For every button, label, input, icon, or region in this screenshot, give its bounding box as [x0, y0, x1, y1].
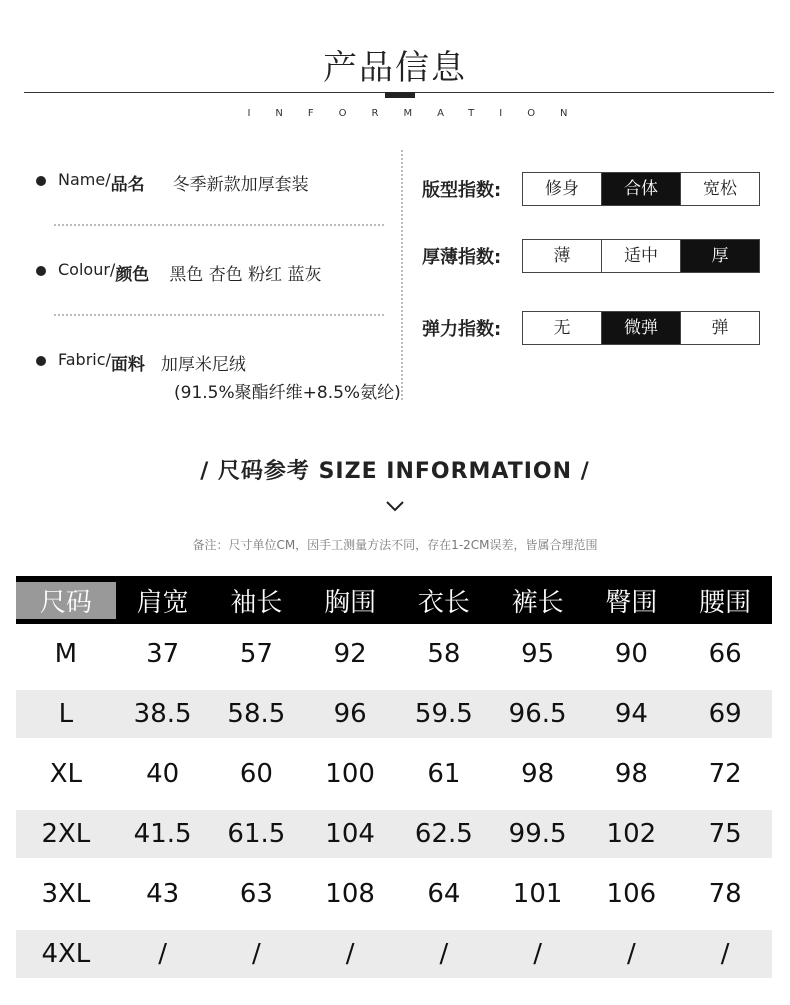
thickness-index-label: 厚薄指数:: [422, 247, 502, 268]
colour-value: 黑色 杏色 粉红 蓝灰: [169, 265, 322, 285]
size-section-title: / 尺码参考 SIZE INFORMATION /: [200, 459, 590, 484]
info-name-row: [36, 170, 309, 195]
size-table: [16, 576, 772, 984]
measurement-cell: 99.5: [508, 819, 567, 849]
measurement-cell: 92: [333, 639, 367, 669]
size-cell: 4XL: [41, 939, 91, 969]
table-row: [16, 744, 772, 804]
bullet-dot-icon: [36, 176, 46, 186]
measurement-cell: 98: [521, 759, 555, 789]
colour-label-en: Colour/: [58, 260, 116, 279]
fit-index-options: [522, 172, 760, 206]
table-row: [16, 810, 772, 858]
fabric-value: 加厚米尼绒: [160, 355, 246, 375]
measurement-cell: 58.5: [227, 699, 286, 729]
measurement-cell: /: [533, 939, 542, 969]
fabric-detail: (91.5%聚酯纤维+8.5%氨纶): [174, 383, 401, 403]
measurement-cell: 66: [708, 639, 742, 669]
fit-index-row: [422, 172, 760, 206]
page-title: 产品信息: [323, 48, 467, 88]
divider-accent: [385, 92, 415, 98]
measurement-cell: 63: [239, 879, 273, 909]
vertical-dotted-divider: [401, 150, 403, 400]
measurement-cell: 108: [325, 879, 375, 909]
measurement-cell: /: [158, 939, 167, 969]
measurement-cell: 104: [325, 819, 375, 849]
measurement-cell: 64: [427, 879, 461, 909]
size-cell: XL: [49, 759, 83, 789]
fabric-label-en: Fabric/: [58, 350, 111, 369]
table-header-cell: 肩宽: [136, 587, 189, 618]
table-header-row: [16, 576, 772, 624]
measurement-cell: 58: [427, 639, 461, 669]
name-label-en: Name/: [58, 170, 111, 189]
info-colour-row: [36, 260, 322, 285]
table-header-cell: 裤长: [511, 587, 564, 618]
measurement-cell: /: [439, 939, 449, 969]
measurement-cell: 72: [708, 759, 742, 789]
measurement-cell: 94: [614, 699, 648, 729]
table-row: [16, 690, 772, 738]
measurement-cell: 60: [239, 759, 273, 789]
elasticity-index-options: [522, 311, 760, 345]
name-label-zh: 品名: [110, 175, 145, 195]
table-header-cell: 尺码: [16, 582, 116, 619]
elasticity-option: 弹: [680, 312, 759, 344]
table-body: [16, 624, 772, 978]
measurement-cell: 75: [708, 819, 742, 849]
fit-index-label: 版型指数:: [422, 180, 502, 201]
table-row: [16, 624, 772, 684]
chevron-down-icon: [385, 496, 405, 516]
elasticity-index-row: [422, 311, 760, 345]
table-header-cell: 臀围: [605, 587, 658, 618]
measurement-cell: 40: [146, 759, 180, 789]
page-subtitle: INFORMATION: [247, 108, 593, 119]
measurement-cell: 43: [146, 879, 180, 909]
elasticity-index-label: 弹力指数:: [422, 319, 502, 340]
thickness-option: 适中: [601, 240, 680, 272]
table-row: [16, 930, 772, 978]
measurement-cell: 96: [333, 699, 367, 729]
bullet-dot-icon: [36, 266, 46, 276]
size-cell: M: [54, 639, 78, 669]
thickness-index-row: [422, 239, 760, 273]
table-header-cell: 胸围: [324, 587, 377, 618]
measurement-cell: 101: [512, 879, 563, 909]
table-row: [16, 864, 772, 924]
thickness-option-selected: 厚: [680, 240, 759, 272]
measurement-cell: 78: [708, 879, 742, 909]
thickness-index-options: [522, 239, 760, 273]
size-cell: 2XL: [41, 819, 91, 849]
measurement-cell: 95: [521, 639, 555, 669]
table-header-cell: 衣长: [417, 587, 470, 618]
dotted-divider: [54, 224, 384, 226]
measurement-cell: 69: [708, 699, 742, 729]
measurement-cell: 61: [427, 759, 461, 789]
fabric-label-zh: 面料: [110, 355, 145, 375]
size-cell: L: [58, 699, 74, 729]
info-fabric-row: [36, 350, 246, 375]
measurement-cell: 59.5: [414, 699, 473, 729]
fit-option: 修身: [523, 173, 601, 205]
elasticity-option: 无: [523, 312, 601, 344]
size-note: 备注：尺寸单位CM，因手工测量方法不同，存在1-2CM误差，皆属合理范围: [192, 538, 598, 552]
fit-option: 宽松: [680, 173, 759, 205]
measurement-cell: 96.5: [508, 699, 567, 729]
measurement-cell: 57: [239, 639, 273, 669]
measurement-cell: 37: [146, 639, 180, 669]
thickness-option: 薄: [523, 240, 601, 272]
fit-option-selected: 合体: [601, 173, 680, 205]
table-header-cell: 袖长: [230, 587, 283, 618]
measurement-cell: 38.5: [133, 699, 192, 729]
measurement-cell: /: [720, 939, 730, 969]
measurement-cell: 41.5: [133, 819, 192, 849]
bullet-dot-icon: [36, 356, 46, 366]
dotted-divider: [54, 314, 384, 316]
measurement-cell: /: [345, 939, 355, 969]
table-header-cell: 腰围: [699, 587, 752, 618]
size-cell: 3XL: [41, 879, 91, 909]
measurement-cell: /: [626, 939, 636, 969]
measurement-cell: 90: [614, 639, 648, 669]
colour-label-zh: 颜色: [115, 265, 150, 285]
measurement-cell: 100: [325, 759, 375, 789]
measurement-cell: 102: [606, 819, 657, 849]
measurement-cell: /: [251, 939, 261, 969]
elasticity-option-selected: 微弹: [601, 312, 680, 344]
measurement-cell: 61.5: [227, 819, 286, 849]
measurement-cell: 106: [606, 879, 657, 909]
measurement-cell: 62.5: [414, 819, 473, 849]
measurement-cell: 98: [614, 759, 648, 789]
name-value: 冬季新款加厚套装: [172, 175, 309, 195]
